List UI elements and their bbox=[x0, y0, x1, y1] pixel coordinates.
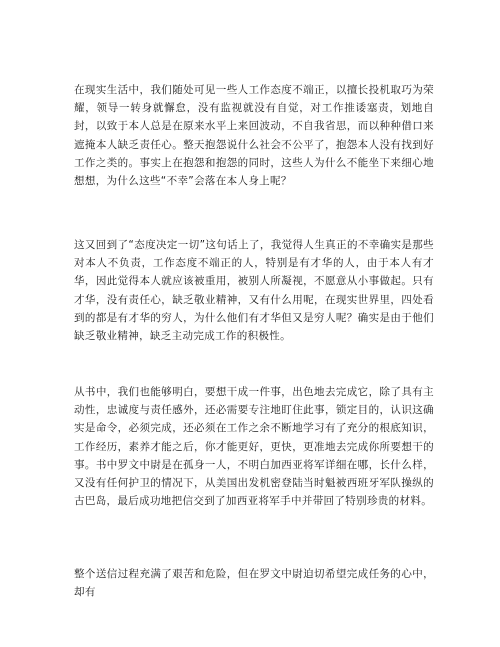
paragraph-delivery-hardship: 整个送信过程充满了艰苦和危险，但在罗文中尉迫切希望完成任务的心中，却有 bbox=[74, 568, 434, 599]
paragraph-rowan-mission: 从书中，我们也能够明白，要想干成一件事，出色地去完成它，除了具有主动性，忠诚度与责任感外，还必需要专注地盯住此事，锁定目的，认识这确实是命令，必须完成，还必须在工作之余不断地学习有了充分的根底知识，工作经历，素养才能之后，你才能更好，更快，更准地去完成你所要想干的事。书中罗文中尉是在孤身一人，不明白加西亚将军详细在哪，长什么样，又没有任何护卫的情况下，从美国出发机密登陆当时魁被西班牙军队操纵的古巴岛，最后成功地把信交到了加西亚将军手中并带回了特别珍贵的材料。 bbox=[74, 386, 434, 508]
paragraph-attitude-decides-everything: 这又回到了“态度决定一切”这句话上了，我觉得人生真正的不幸确实是那些对本人不负责，工作态度不端正的人，特别是有才华的人，由于本人有才华，因此觉得本人就应该被重用，被别人所凝视，不愿意从小事做起。只有才华，没有责任心，缺乏敬业精神，又有什么用呢，在现实世界里，四处看到的都是有才华的穷人，为什么他们有才华但又是穷人呢？确实是由于他们缺乏敬业精神，缺乏主动完成工作的积极性。 bbox=[74, 239, 434, 343]
paragraph-attitude-problems: 在现实生活中，我们随处可见一些人工作态度不端正，以擅长投机取巧为荣耀，领导一转身就懈怠，没有监视就没有自觉，对工作推诿塞责，划地自封，以致于本人总是在原来水平上来回波动，不自我省思，而以种种借口来遮掩本人缺乏责任心。整天抱怨说什么社会不公平了，抱怨本人没有找到好工作之类的。事实上在抱怨和抱怨的同时，这些人为什么不能坐下来细心地想想，为什么这些“不幸”会落在本人身上呢？ bbox=[74, 84, 434, 188]
